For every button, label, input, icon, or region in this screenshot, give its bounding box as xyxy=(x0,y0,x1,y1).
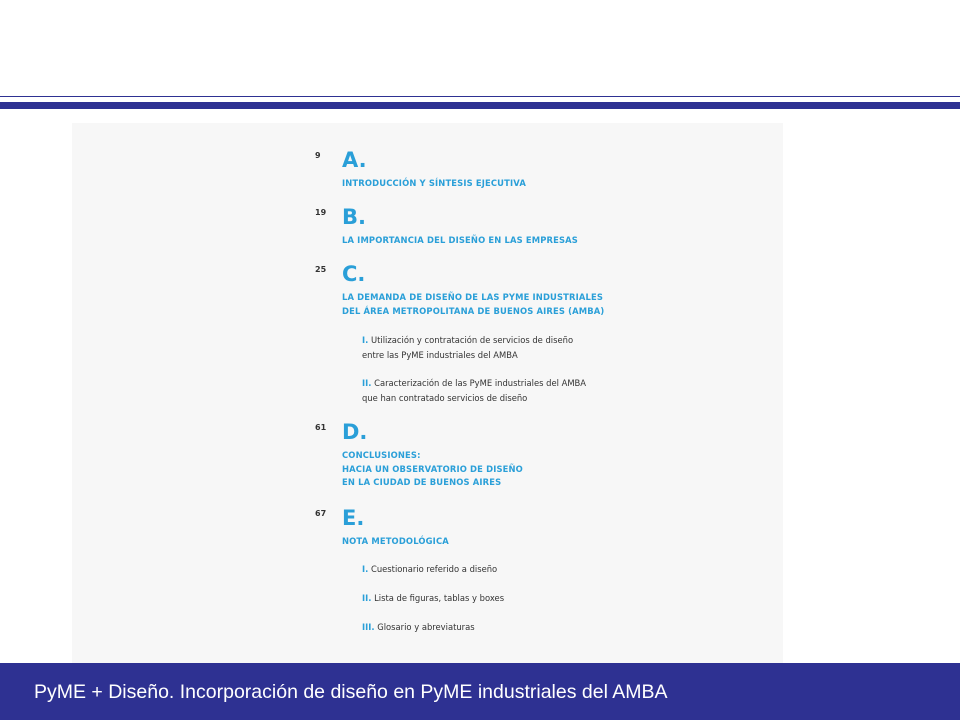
header-rule-thick xyxy=(0,102,960,109)
toc-subitem-line: Glosario y abreviaturas xyxy=(377,622,475,632)
footer-title: PyME + Diseño. Incorporación de diseño en PyME industriales del AMBA xyxy=(34,681,668,703)
toc-subitem xyxy=(362,562,497,577)
toc-section-title xyxy=(342,234,578,248)
toc-page-number: 9 xyxy=(315,151,321,160)
toc-section-letter: C. xyxy=(342,262,366,286)
toc-subitem-line: Caracterización de las PyME industriales del AMBA xyxy=(374,378,587,388)
toc-title-line: NOTA METODOLÓGICA xyxy=(342,536,449,546)
toc-subitem-line: Cuestionario referido a diseño xyxy=(370,564,498,574)
toc-section-title xyxy=(342,291,604,318)
toc-subitem-numeral: III. xyxy=(362,622,375,632)
toc-section-title xyxy=(342,449,523,490)
toc-subitem-numeral: II. xyxy=(362,378,372,388)
footer-bar xyxy=(0,663,960,720)
toc-subitem-line: entre las PyME industriales del AMBA xyxy=(362,349,518,360)
toc-page-number: 67 xyxy=(315,509,327,518)
toc-subitem-numeral: I. xyxy=(362,564,369,574)
toc-title-line: HACIA UN OBSERVATORIO DE DISEÑO xyxy=(342,463,523,474)
toc-subitem-line: que han contratado servicios de diseño xyxy=(362,392,528,403)
toc-page-number: 19 xyxy=(315,208,327,217)
toc-section-title xyxy=(342,535,449,549)
toc-title-line: LA IMPORTANCIA DEL DISEÑO EN LAS EMPRESAS xyxy=(342,235,578,245)
header-rule-thin xyxy=(0,96,960,97)
table-of-contents-image xyxy=(72,123,783,663)
toc-subitem-line: Utilización y contratación de servicios de diseño xyxy=(370,335,574,345)
toc-subitem xyxy=(362,620,475,635)
toc-subitem xyxy=(362,376,586,405)
toc-title-line: INTRODUCCIÓN Y SÍNTESIS EJECUTIVA xyxy=(342,178,526,188)
toc-title-line: DEL ÁREA METROPOLITANA DE BUENOS AIRES (AMBA) xyxy=(342,305,605,316)
toc-section-letter: D. xyxy=(342,420,368,444)
toc-title-line: LA DEMANDA DE DISEÑO DE LAS PYME INDUSTRIALES xyxy=(342,292,604,302)
toc-section-letter: B. xyxy=(342,205,366,229)
toc-title-line: CONCLUSIONES: xyxy=(342,450,421,460)
toc-subitem-line: Lista de figuras, tablas y boxes xyxy=(374,593,505,603)
toc-subitem xyxy=(362,333,573,362)
toc-subitem xyxy=(362,591,504,606)
toc-section-letter: E. xyxy=(342,506,365,530)
toc-subitem-numeral: I. xyxy=(362,335,369,345)
toc-subitem-numeral: II. xyxy=(362,593,372,603)
toc-section-letter: A. xyxy=(342,148,367,172)
toc-title-line: EN LA CIUDAD DE BUENOS AIRES xyxy=(342,477,502,487)
toc-page-number: 25 xyxy=(315,265,327,274)
toc-page-number: 61 xyxy=(315,423,327,432)
toc-section-title xyxy=(342,177,526,191)
